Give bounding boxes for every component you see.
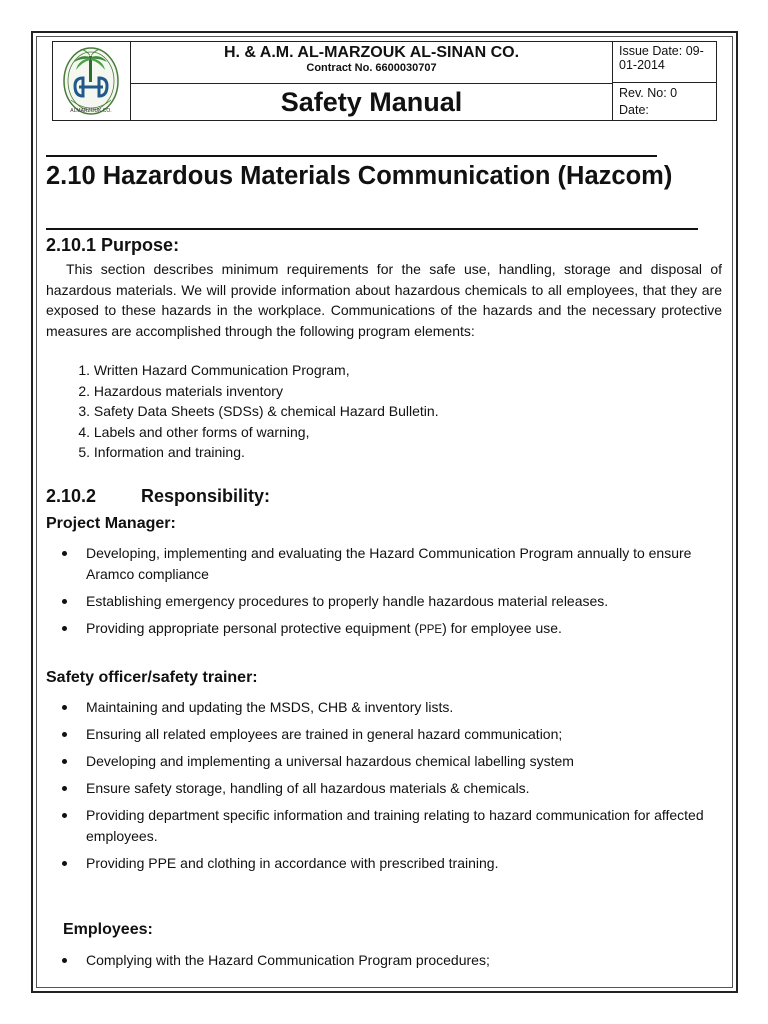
responsibility-title: Responsibility:: [141, 486, 271, 506]
bullet-icon: [62, 705, 67, 710]
document-header: [52, 41, 717, 121]
list-item: 1. Written Hazard Communication Program,: [78, 362, 350, 378]
svg-text:ALMARZOUK CO.: ALMARZOUK CO.: [70, 108, 112, 114]
title-rule-top: [46, 155, 657, 157]
project-manager-heading: Project Manager:: [46, 515, 176, 532]
list-item: Providing PPE and clothing in accordance with prescribed training.: [62, 853, 722, 874]
bullet-icon: [62, 958, 67, 963]
safety-officer-list: [62, 697, 722, 880]
program-elements-list: [46, 360, 439, 463]
list-item: Developing and implementing a universal hazardous chemical labelling system: [62, 751, 722, 772]
company-name: H. & A.M. AL-MARZOUK AL-SINAN CO.: [223, 44, 520, 61]
manual-title: Safety Manual: [280, 87, 463, 117]
list-item: Ensure safety storage, handling of all hazardous materials & chemicals.: [62, 778, 722, 799]
palm-tree-logo-icon: [53, 42, 130, 120]
list-item: Complying with the Hazard Communication Program procedures;: [62, 950, 722, 971]
bullet-icon: [62, 786, 67, 791]
purpose-text: This section describes minimum requirements for the safe use, handling, storage and disposal of hazardous materials. We will provide information about hazardous chemicals to all employees, that they are exposed to these hazards in the workplace. Communications of the hazards and the necessary protective measures are accomplished through the following program elements:: [46, 261, 722, 339]
title-rule-bottom: [46, 228, 698, 230]
contract-number: Contract No. 6600030707: [306, 62, 437, 74]
responsibility-number: 2.10.2: [46, 486, 97, 506]
list-item: Providing department specific information and training relating to hazard communication for affected employees.: [62, 805, 722, 847]
bullet-icon: [62, 599, 67, 604]
employees-heading: Employees:: [63, 921, 153, 938]
list-item: Providing appropriate personal protective equipment (PPE) for employee use.: [62, 618, 722, 641]
list-item: Ensuring all related employees are trained in general hazard communication;: [62, 724, 722, 745]
bullet-icon: [62, 861, 67, 866]
list-item: 3. Safety Data Sheets (SDSs) & chemical Hazard Bulletin.: [78, 403, 439, 419]
project-manager-list: [62, 543, 722, 647]
header-title-cell: [131, 42, 613, 120]
bullet-icon: [62, 759, 67, 764]
bullet-icon: [62, 813, 67, 818]
list-item: 5. Information and training.: [78, 444, 245, 460]
employees-list: [62, 950, 722, 977]
list-item: 4. Labels and other forms of warning,: [78, 423, 310, 440]
header-meta-cell: [613, 42, 717, 120]
company-logo-cell: [53, 42, 131, 120]
issue-date: Issue Date: 09-01-2014: [613, 42, 717, 83]
responsibility-heading: [46, 486, 270, 507]
revision-number: Rev. No: 0: [619, 86, 678, 100]
bullet-icon: [62, 626, 67, 631]
bullet-icon: [62, 732, 67, 737]
list-item: Maintaining and updating the MSDS, CHB & inventory lists.: [62, 697, 722, 718]
purpose-heading: 2.10.1 Purpose:: [46, 235, 180, 255]
list-item: 2. Hazardous materials inventory: [78, 382, 283, 399]
safety-officer-heading: Safety officer/safety trainer:: [46, 669, 258, 686]
list-item: Establishing emergency procedures to properly handle hazardous material releases.: [62, 591, 722, 612]
bullet-icon: [62, 551, 67, 556]
section-title: 2.10 Hazardous Materials Communication (Hazcom): [46, 162, 673, 190]
revision-date: Date:: [619, 103, 649, 117]
list-item: Developing, implementing and evaluating the Hazard Communication Program annually to ensure Aramco compliance: [62, 543, 722, 585]
